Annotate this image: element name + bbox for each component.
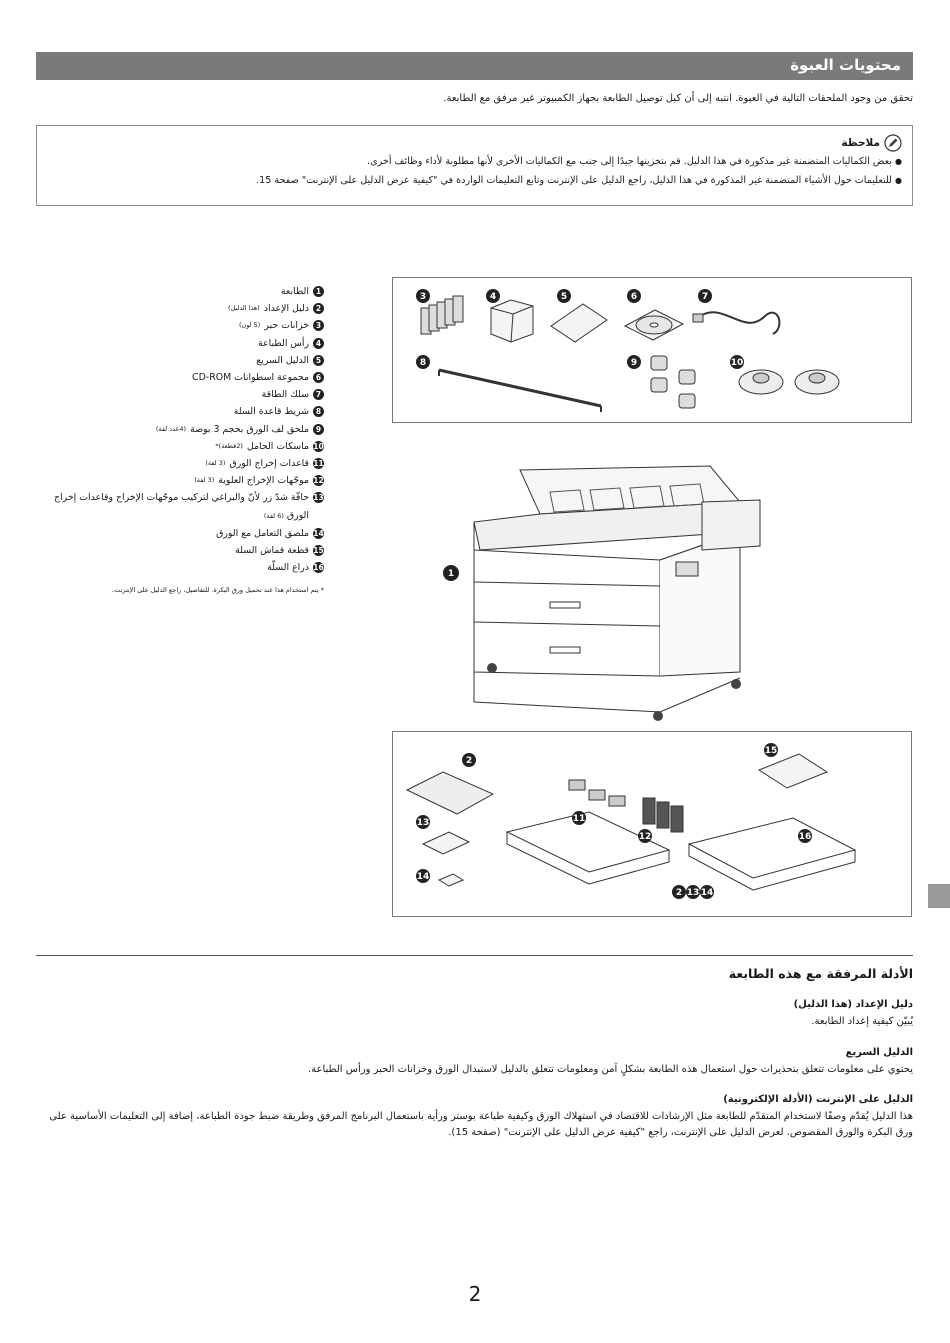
part-item: 15 قطعة قماش السلة: [235, 545, 324, 557]
basket-rod-illustration: [439, 370, 601, 412]
section-divider: [36, 955, 913, 956]
part-item: 8 شريط قاعدة السلة: [36, 403, 324, 420]
svg-text:14: 14: [700, 888, 714, 898]
svg-text:4: 4: [489, 292, 497, 302]
note-item: ● للتعليمات حول الأشياء المتضمنة غير المذكورة في هذا الدليل، راجع الدليل على الإنترنت وتابع التعليمات الواردة في "كيفية عرض الدليل على الإنترنت" صفحة 15.: [256, 175, 902, 186]
svg-text:12: 12: [638, 832, 652, 842]
part-item: 5 الدليل السريع: [36, 352, 324, 369]
setup-guide-illustration: [407, 772, 493, 814]
basket-cloth-illustration: [759, 754, 827, 788]
part-item: 11 قاعدات إخراج الورق (3 لفة): [205, 458, 324, 470]
part-item: 14 ملصق التعامل مع الورق: [216, 527, 324, 539]
parts-list: [36, 283, 324, 600]
svg-text:15: 15: [764, 746, 778, 756]
svg-text:13: 13: [686, 888, 700, 898]
quick-guide-illustration: [551, 304, 607, 342]
svg-text:3: 3: [419, 292, 427, 302]
holder-stoppers-illustration: [739, 370, 839, 394]
part-item: 1 الطابعة: [36, 283, 324, 300]
roll-holder-attachments-illustration: [651, 356, 695, 408]
svg-text:6: 6: [630, 292, 638, 302]
svg-text:14: 14: [416, 872, 430, 882]
part-item: 7 سلك الطاقة: [36, 386, 324, 403]
svg-text:13: 13: [416, 818, 430, 828]
output-accessories-figure: [392, 731, 912, 917]
chapter-tab: [928, 884, 950, 908]
printer-illustration: [440, 462, 780, 724]
part-item: 12 موجّهات الإخراج العلوية (3 لفة): [194, 475, 324, 487]
svg-text:7: 7: [701, 292, 709, 302]
printhead-box-illustration: [491, 300, 533, 342]
label-sticker-illustration: [439, 874, 463, 886]
page-title: محتويات العبوة: [790, 56, 901, 74]
svg-text:11: 11: [572, 814, 586, 824]
parts-footnote: * يتم استخدام هذا عند تحميل ورق البكرة. للتفاصيل، راجع الدليل على الإنترنت.: [112, 586, 324, 595]
exit-supports-illustration: [569, 780, 625, 806]
part-item: 16 ذراع السلّة: [267, 562, 324, 574]
part-item: 9 ملحق لف الورق بحجم 3 بوصة (4عدد لفة): [36, 421, 324, 438]
quick-guide-section: [36, 1047, 913, 1078]
basket-tray-illustration: [689, 818, 855, 890]
online-guide-text: هذا الدليل يُقدّم وصفًا لاستخدام المتقدّم للطابعة مثل الإرشادات للاقتصاد في استهلاك الورق وكيفية طباعة بوستر ورأية باستعمال البرنامج المرفق وطريقة ضبط جودة الطباعة، إضافة إلى التعليمات الأساسية على ورق البكرة والورق المقصوص. لعرض الدليل على الإنترنت، راجع "كيفية عرض الدليل على الإنترنت" (صفحة 15).: [49, 1111, 913, 1138]
svg-text:2: 2: [675, 888, 683, 898]
manuals-section-title: الأدلة المرفقة مع هذه الطابعة: [728, 966, 913, 981]
accessories-illustration: [393, 278, 913, 424]
online-guide-section: [36, 1094, 913, 1141]
ink-tanks-illustration: [421, 296, 463, 334]
page-header: [36, 52, 913, 80]
svg-text:5: 5: [560, 292, 568, 302]
lock-bolts-illustration: [423, 832, 469, 854]
quick-guide-text: يحتوي على معلومات تتعلق بتحذيرات حول استعمال هذه الطابعة بشكلٍ آمن ومعلومات تتعلق بالدليل لاستبدال الورق وخزانات الحبر ورأس الطباعة.: [307, 1064, 913, 1075]
part-item: 3 خزانات حبر (5 لون): [36, 317, 324, 334]
svg-text:2: 2: [465, 756, 473, 766]
setup-guide-title: دليل الإعداد (هذا الدليل): [793, 999, 913, 1010]
cd-rom-illustration: [625, 310, 683, 340]
note-box: [36, 125, 913, 206]
online-guide-title: الدليل على الإنترنت (الأدلة الإلكترونية): [723, 1094, 913, 1105]
part-item: 4 رأس الطباعة: [36, 335, 324, 352]
upper-exit-guides-illustration: [643, 798, 683, 832]
setup-guide-text: يُبيّن كيفية إعداد الطابعة.: [811, 1016, 913, 1027]
setup-guide-section: [36, 999, 913, 1030]
part-item: 6 مجموعة اسطوانات CD-ROM: [36, 369, 324, 386]
note-heading: [47, 134, 902, 152]
svg-text:9: 9: [630, 358, 638, 368]
power-cord-illustration: [693, 312, 779, 334]
svg-text:1: 1: [447, 569, 455, 579]
intro-text: تحقق من وجود الملحقات التالية في العبوة. انتبه إلى أن كبل توصيل الطابعة بجهاز الكمبيوتر غير مرفق مع الطابعة.: [443, 93, 913, 104]
output-accessories-illustration: [393, 732, 913, 918]
svg-text:10: 10: [730, 358, 744, 368]
part-item: 10 ماسكات الحامل (2قطعة)*: [215, 440, 324, 452]
note-title: ملاحظة: [841, 137, 880, 149]
svg-text:8: 8: [419, 358, 427, 368]
page-number: 2: [468, 1282, 482, 1306]
accessories-figure: [392, 277, 912, 423]
part-item: 2 دليل الإعداد (هذا الدليل): [36, 300, 324, 317]
part-item: 13 حافّة شدّ زر لأنّ والبراغي لتركيب موجّهات الإخراج وقاعدات إخراج الورق (6 لفة): [54, 492, 324, 521]
quick-guide-title: الدليل السريع: [845, 1047, 913, 1058]
note-item: ● بعض الكماليات المتضمنة غير مذكورة في هذا الدليل. قم بتخزينها جيدًا إلى جنب مع الكماليات الأخرى لأنها مطلوبة لأداء وظائف أخرى.: [367, 156, 902, 167]
pencil-icon: [884, 134, 902, 152]
svg-text:16: 16: [798, 832, 812, 842]
